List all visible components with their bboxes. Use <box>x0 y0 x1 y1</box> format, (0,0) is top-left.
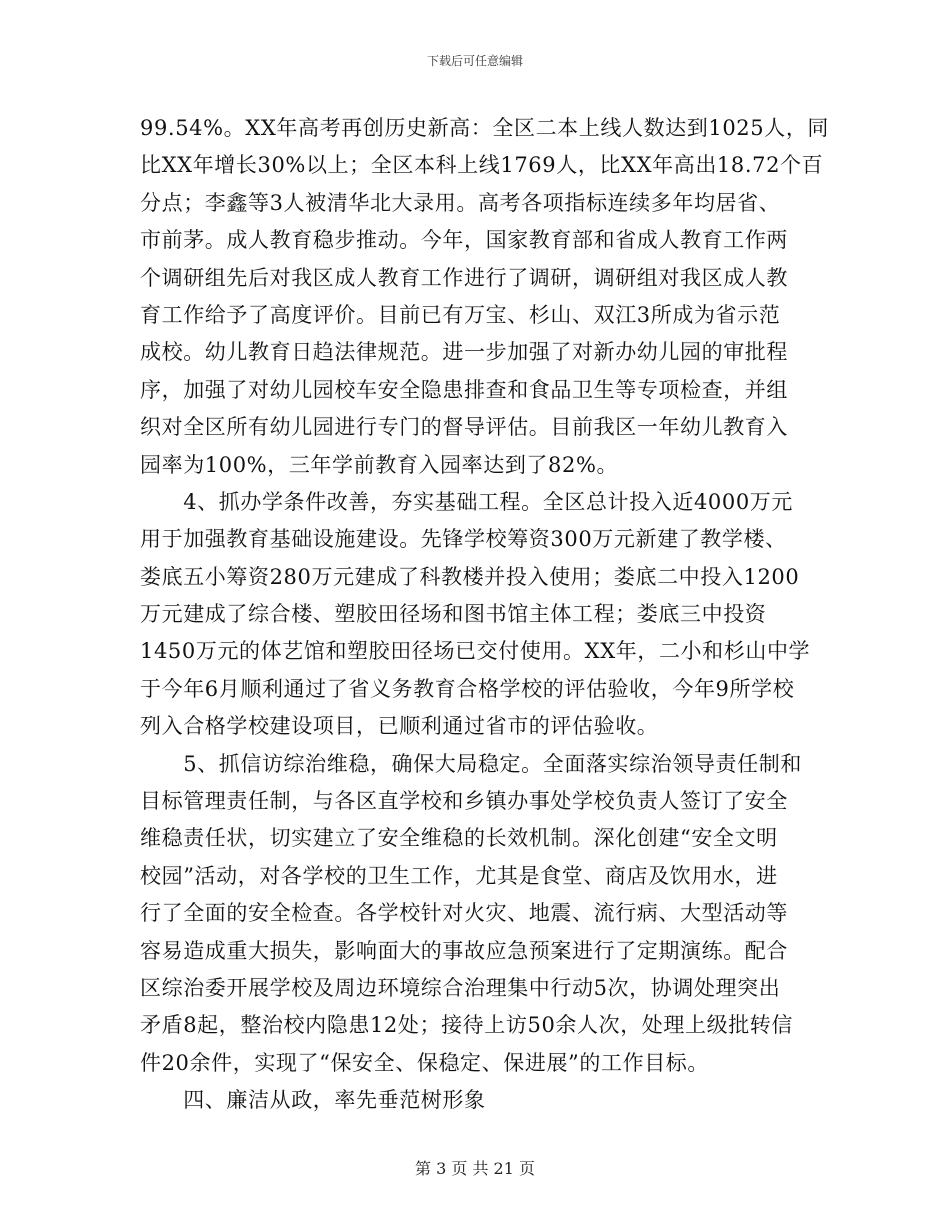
text-line: 娄底五小筹资280万元建成了科教楼并投入使用；娄底二中投入1200 <box>140 564 800 589</box>
text-line: 于今年6月顺利通过了省义务教育合格学校的评估验收，今年9所学校 <box>140 676 795 701</box>
text-line: 列入合格学校建设项目，已顺利通过省市的评估验收。 <box>140 714 659 739</box>
text-line: 用于加强教育基础设施建设。先锋学校筹资300万元新建了教学楼、 <box>140 527 787 552</box>
text-line: 件20余件，实现了“保安全、保稳定、保进展”的工作目标。 <box>140 1050 709 1075</box>
text-line: 成校。幼儿教育日趋法律规范。进一步加强了对新办幼儿园的审批程 <box>140 340 788 365</box>
text-line: 行了全面的安全检查。各学校针对火灾、地震、流行病、大型活动等 <box>140 901 788 926</box>
text-line: 目标管理责任制，与各区直学校和乡镇办事处学校负责人签订了安全 <box>140 789 788 814</box>
text-line: 育工作给予了高度评价。目前已有万宝、杉山、双江3所成为省示范 <box>140 302 781 327</box>
text-line: 序，加强了对幼儿园校车安全隐患排查和食品卫生等专项检查，并组 <box>140 377 788 402</box>
text-line: 区综治委开展学校及周边环境综合治理集中行动5次，协调处理突出 <box>140 975 781 1000</box>
text-line: 比XX年增长30%以上；全区本科上线1769人，比XX年高出18.72个百 <box>140 153 824 178</box>
text-line: 5、抓信访综治维稳，确保大局稳定。全面落实综治领导责任制和 <box>140 751 802 776</box>
text-line: 校园”活动，对各学校的卫生工作，尤其是食堂、商店及饮用水，进 <box>140 863 778 888</box>
text-line: 1450万元的体艺馆和塑胶田径场已交付使用。XX年，二小和杉山中学 <box>140 639 811 664</box>
section-heading: 四、廉洁从政，率先垂范树形象 <box>140 1088 486 1113</box>
text-line: 市前茅。成人教育稳步推动。今年，国家教育部和省成人教育工作两 <box>140 228 788 253</box>
page-header: 下载后可任意编辑 <box>426 54 523 68</box>
text-line: 织对全区所有幼儿园进行专门的督导评估。目前我区一年幼儿教育入 <box>140 415 788 440</box>
text-line: 4、抓办学条件改善，夯实基础工程。全区总计投入近4000万元 <box>140 489 794 514</box>
text-line: 万元建成了综合楼、塑胶田径场和图书馆主体工程；娄底三中投资 <box>140 602 767 627</box>
text-line: 99.54%。XX年高考再创历史新高：全区二本上线人数达到1025人，同 <box>140 116 830 140</box>
text-line: 矛盾8起，整治校内隐患12处；接待上访50余人次，处理上级批转信 <box>140 1013 794 1038</box>
document-body <box>140 110 830 1120</box>
text-line: 分点；李鑫等3人被清华北大录用。高考各项指标连续多年均居省、 <box>140 190 781 215</box>
page-footer: 第 3 页 共 21 页 <box>415 1159 535 1178</box>
text-line: 园率为100%，三年学前教育入园率达到了82%。 <box>140 452 619 477</box>
text-line: 维稳责任状，切实建立了安全维稳的长效机制。深化创建“安全文明 <box>140 826 778 851</box>
text-line: 容易造成重大损失，影响面大的事故应急预案进行了定期演练。配合 <box>140 938 788 963</box>
text-line: 个调研组先后对我区成人教育工作进行了调研，调研组对我区成人教 <box>140 265 788 290</box>
